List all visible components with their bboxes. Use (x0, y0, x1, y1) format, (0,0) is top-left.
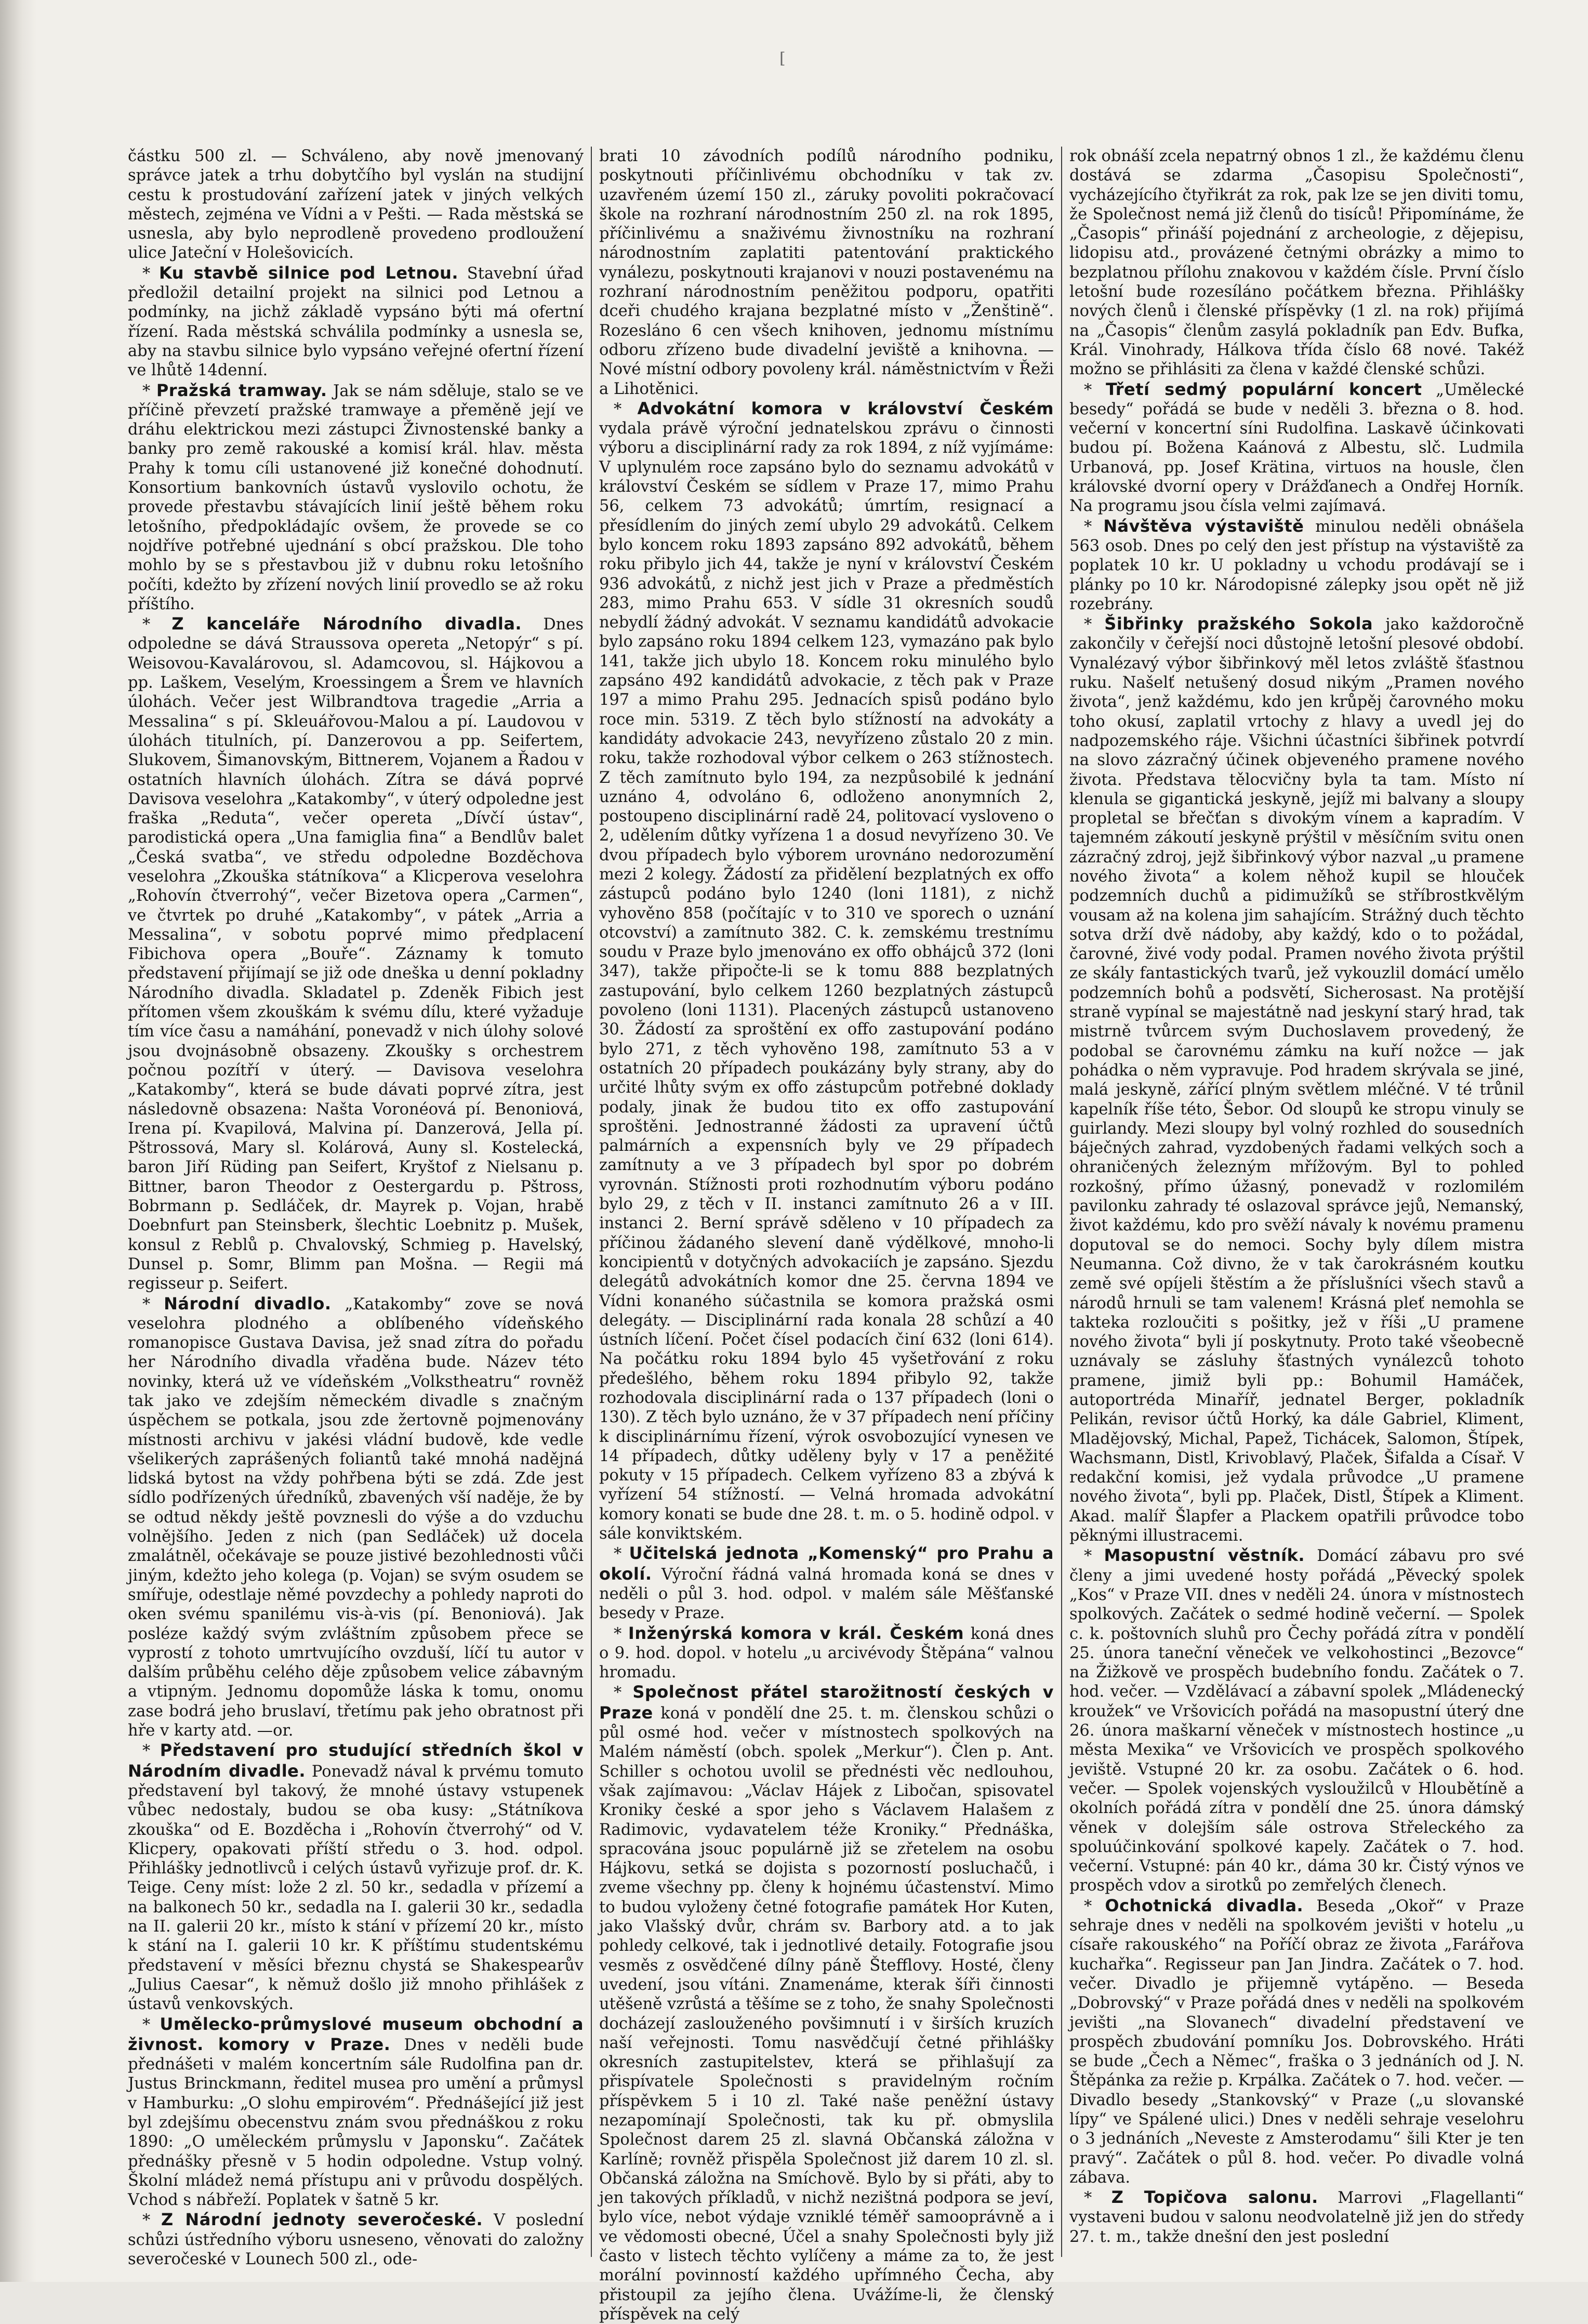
asterisk-marker: * (142, 2015, 160, 2034)
article-text: rok obnáší zcela nepatrný obnos 1 zl., že každému členu dostává se zdarma „Časopisu Společnosti“, vycházejícího čtyřikrát za rok, pak lze se jen diviti tomu, že Společnost nemá již členů do tisíců! Připomínáme, že „Časopis“ přináší pojednání z archeologie, z dějepisu, lidopisu atd., provázené četnými obrázky a mimo to bezplatnou přílohu znakovou v každém čísle. První číslo letošní bude rozesíláno počátkem března. Přihlášky nových členů i členské příspěvky (1 zl. na rok) přijímá na „Časopis“ členům zasylá pokladník pan Edv. Bufka, Král. Vinohrady, Hálkova třída číslo 68 nové. Takéž možno se přihlásiti za člena v každé členské schůzi. (1069, 147, 1524, 379)
asterisk-marker: * (1084, 615, 1105, 634)
article-text: Výroční řádná valná hromada koná se dnes v neděli o půl 3. hod. odpol. v malém sále Měšťanské besedy v Praze. (599, 1565, 1054, 1623)
asterisk-marker: * (1084, 2189, 1111, 2208)
article-paragraph (128, 614, 584, 1293)
asterisk-marker: * (142, 2211, 162, 2230)
article-text: částku 500 zl. — Schváleno, aby nově jmenovaný správce jatek a trhu dobytčího byl vyslán na studijní cestu k prostudování zařízení jatek v jiných velkých městech, zejména ve Vídni a v Pešti. — Rada městská se usnesla, aby bylo neprodleně provedeno prodloužení ulice Jateční v Holešovicích. (128, 147, 584, 262)
asterisk-marker: * (142, 382, 156, 400)
article-heading: Společnost přátel starožitností českých v Praze (599, 1682, 1054, 1723)
article-paragraph (1069, 2187, 1524, 2247)
article-heading: Z kanceláře Národního divadla. (171, 614, 522, 634)
article-heading: Z Topičova salonu. (1111, 2187, 1318, 2208)
article-paragraph (128, 147, 584, 263)
article-paragraph (1069, 1896, 1524, 2187)
article-text: Dnes v neděli bude přednášeti v malém koncertním sále Rudolfina pan dr. Justus Brinckmann, ředitel musea pro umění a průmysl v Hamburku: „O slohu empirovém“. Přednášející již jest byl zdejšímu obecenstvu znám svou přednáškou z roku 1890: „O uměleckém průmyslu v Japonsku“. Začátek přednášky přesně v 5 hodin odpoledne. Vstup volný. Školní mládež nemá přístupu ani v průvodu dospělých. Vchod s nábřeží. Poplatek v šatně 5 kr. (128, 2036, 584, 2210)
article-paragraph (1069, 516, 1524, 614)
article-paragraph (128, 1740, 584, 2014)
article-text: Dnes odpoledne se dává Straussova opereta „Netopýr“ s pí. Weisovou-Kavalárovou, sl. Adamcovou, sl. Hájkovou a pp. Laškem, Veselým, Kroessingem a Šrem ve hlavních úlohách. Večer jest Wilbrandtova tragedie „Arria a Messalina“ s pí. Skleuářovou-Malou a pí. Laudovou v úlohách titulních, pí. Danzerovou a pp. Seifertem, Slukovem, Šimanovským, Bittnerem, Vojanem a Řadou v ostatních hlavních úlohách. Zítra se dává poprvé Davisova veselohra „Katakomby“, v úterý odpoledne jest fraška „Reduta“, večer opereta „Dívčí ústav“, parodistická opera „Una famiglia fina“ a Bendlův balet „Česká svatba“, ve středu odpoledne Bozděchova veselohra „Zkouška státníkova“ a Klicperova veselohra „Rohovín čtverrohý“, večer Bizetova opera „Carmen“, ve čtvrtek po druhé „Katakomby“, v pátek „Arria a Messalina“, v sobotu poprvé mimo předplacení Fibichova opera „Bouře“. Záznamy k tomuto představení přijímají se již ode dneška u denní pokladny Národního divadla. Skladatel p. Zdeněk Fibich jest přítomen všem zkouškám k svému dílu, které vyžaduje tím více času a namáhání, ponevadž v nich úlohy solové jsou dvojnásobně obsazeny. Zkoušky s orchestrem počnou pozítří v úterý. — Davisova veselohra „Katakomby“, která se bude dávati poprvé zítra, jest následovně obsazena: Našta Voronéová pí. Benoniová, Irena pí. Kvapilová, Malvina pí. Danzerová, Jella pí. Pštrossová, Mary sl. Kolárová, Auny sl. Kostelecká, baron Jiří Rüding pan Seifert, Kryštof z Nielsanu p. Bittner, baron Theodor z Oestergardu p. Pštross, Bobrmann p. Sedláček, dr. Mayrek p. Vojan, hrabě Doebnfurt pan Steinsberk, šlechtic Loebnitz p. Mušek, konsul z Reblů p. Chvalovský, Schmieg p. Havelský, Dunsel p. Somr, Blimm pan Mošna. — Regii má regisseur p. Seifert. (128, 615, 584, 1293)
article-text: Jak se nám sděluje, stalo se ve příčině převzetí pražské tramwaye a přeměně její ve dráhu elektrickou mezi zástupci Živnostenské banky a banky pro země rakouské a komisí král. hlav. města Prahy k tomu cíli ustanovené již konečné dohodnutí. Konsortium bankovních ústavů vyslovilo ochotu, že provede přestavbu stávajících linií ještě během roku letošního, předpokládajíc ovšem, že provede se co nojdříve potřebné ujednání s obcí pražskou. Dle toho mohlo by se s přestavbou již v dubnu roku letošního počíti, kdežto by zřízení nových linií provedlo se až roku příštího. (128, 382, 584, 613)
article-text: Domácí zábavu pro své členy a jimi uvedené hosty pořádá „Pěvecký spolek „Kos“ v Praze VII. dnes v neděli 24. února v místnostech spolkových. Začátek o sedmé hodině večerní. — Spolek c. k. poštovních sluhů pro Čechy pořádá zítra v pondělí 25. února taneční věneček ve velkohostinci „Bezovce“ na Žižkově ve prospěch budebního fondu. Začátek o 7. hod. večer. — Vzdělávací a zábavní spolek „Mládenecký kroužek“ ve Vršovicích pořádá na masopustní úterý dne 26. února maškarní věneček v místnostech hostince „u města Mexika“ ve Vršovicích ve prospěch spolkového jeviště. Vstupné 20 kr. za osobu. Začátek o 6. hod. večer. — Spolek vojenských vysloužilců v Hloubětíně a okolních pořádá zítra v pondělí dne 25. února dámský věnek v dolejším sále ostrova Střeleckého za spoluúčinkování spolkové kapely. Začátek o 7. hod. večerní. Vstupné: pán 40 kr., dáma 30 kr. Čistý výnos ve prospěch vdov a sirotků po zemřelých členech. (1069, 1547, 1524, 1895)
article-heading: Šibřinky pražského Sokola (1104, 614, 1373, 634)
article-paragraph (599, 147, 1054, 399)
article-heading: Ku stavbě silnice pod Letnou. (159, 262, 459, 283)
article-text: vydala právě výroční jednatelskou zprávu o činnosti výboru a disciplinární rady za rok 1894, z níž vyjímáme: V uplynulém roce zapsáno bylo do seznamu advokátů v království Českém se sídlem v Praze 17, mimo Prahu 56, celkem 73 advokátů; úmrtím, resignací a přesídlením do jiných zemí ubylo 29 advokátů. Celkem bylo koncem roku 1893 zapsáno 892 advokátů, během roku přibylo jich 44, takže je nyní v království Českém 936 advokátů, z nichž jest jich v Praze a předměstích 283, mimo Prahu 653. V sídle 31 okresních soudů nebydlí žádný advokát. V seznamu kandidátů advokacie bylo zapsáno roku 1894 celkem 123, vymazáno pak bylo 141, takže jich ubylo 18. Koncem roku minulého bylo zapsáno 492 kandidátů advokacie, z těch pak v Praze 197 a mimo Prahu 295. Jednacích spisů podáno bylo roce min. 5319. Z těch bylo stížností na advokáty a kandidáty advokacie 243, nevyřízeno zůstalo 20 z min. roku, takže rozhodoval výbor celkem o 263 stížnostech. Z těch zamítnuto bylo 194, za nezpůsobilé k jednání uznáno 4, odvoláno 6, odloženo anonymních 2, postoupeno disciplinární radě 24, politovací vysloveno o 2, udělením důtky vyřízena 1 a dosud nevyřízeno 30. Ve dvou případech bylo výborem urovnáno nedorozumění mezi 2 kolegy. Žádostí za přidělení bezplatných ex offo zástupců podáno bylo 1240 (loni 1181), z nichž vyhověno 858 (počítajíc v to 310 ve sporech o uznání otcovství) a zamítnuto 382. C. k. zemskému trestnímu soudu v Praze bylo jmenováno ex offo obhájců 372 (loni 347), takže připočte-li se k tomu 888 bezplatných zastupování, bylo celkem 1260 bezplatných zástupců povoleno (loni 1131). Placených zástupců ustanoveno 30. Žádostí za sproštění ex offo zastupování podáno bylo 271, z těch vyhověno 198, zamítnuto 53 a v ostatních 20 případech poukázány byly strany, aby do určité lhůty svým ex offo zástupcům potřebné doklady podaly, jinak že budou tito ex offo zastupování sproštěni. Jednostranné žádosti za upravení účtů palmárních a expensních byly ve 29 případech zamítnuty a ve 3 případech byl spor po dobrém vyrovnán. Stížnosti proti rozhodnutím výboru podáno bylo 29, z těch v II. instanci zamítnuto 26 a v III. instanci 2. Berní správě sděleno v 10 případech za příčinou žádaného slevení daně výdělkové, mnoho-li koncipientů v dotyčných advokaciích je zapsáno. Sjezdu delegátů advokátních komor dne 25. června 1894 ve Vídni konaného súčastnila se komora pražská osmi delegáty. — Disciplinární rada konala 28 schůzí a 40 ústních líčení. Počet čísel podacích činí 632 (loni 614). Na počátku roku 1894 bylo 45 vyšetřování z roku předešlého, během roku 1894 přibylo 92, takže rozhodovala disciplinární rada o 137 případech (loni o 130). Z těch bylo uznáno, že v 37 případech není příčiny k disciplinárnímu řízení, výrok osvobozující vynesen ve 14 případech, důtky uděleny byly v 17 a peněžité pokuty v 15 případech. Celkem vyřízeno 83 a zbývá k vyřízení 54 stížností. — Velná hromada advokátní komory konati se bude dne 28. t. m. o 5. hodině odpol. v sále konviktském. (599, 419, 1054, 1543)
article-paragraph (599, 1682, 1054, 2324)
column-3 (1061, 147, 1531, 2257)
article-paragraph (128, 2210, 584, 2269)
article-text: „Umělecké besedy“ pořádá se bude v neděli 3. března o 8. hod. večerní v koncertní síni Rudolfina. Laskavě účinkovati budou pí. Božena Kaánová z Albestu, slč. Ludmila Urbanová, pp. Josef Krätina, virtuos na housle, člen královské dvorní opery v Drážďanech a Ondřej Horník. Na programu jsou čísla velmi zajímavá. (1069, 380, 1525, 516)
asterisk-marker: * (142, 615, 172, 634)
asterisk-marker: * (614, 1545, 629, 1564)
asterisk-marker: * (1084, 1547, 1104, 1566)
column-2 (591, 147, 1061, 2323)
article-heading: Třetí sedmý populární koncert (1105, 379, 1422, 399)
article-paragraph (1069, 1545, 1524, 1895)
page-edge-shadow (0, 0, 36, 2282)
article-text: minulou neděli obnášela 563 osob. Dnes po celý den jest přístup na výstaviště za poplatek 10 kr. U pokladny u vchodu prodávají se i plánky po 10 kr. Národopisné zálepky jsou opět ně již rozebrány. (1069, 517, 1525, 613)
asterisk-marker: * (1084, 1897, 1105, 1915)
article-heading: Učitelská jednota „Komenský“ pro Prahu a okolí. (599, 1543, 1054, 1584)
article-text: V poslední schůzi ústředního výboru usneseno, věnovati do založny severočeské v Lounech 500 zl., ode- (128, 2211, 584, 2269)
asterisk-marker: * (614, 1684, 633, 1702)
article-heading: Návštěva výstaviště (1103, 516, 1304, 536)
article-paragraph (128, 263, 584, 380)
article-heading: Národní divadlo. (164, 1293, 332, 1314)
article-heading: Advokátní komora v království Českém (637, 398, 1054, 418)
column-1 (121, 147, 591, 2269)
asterisk-marker: * (142, 1742, 160, 1761)
article-text: Stavební úřad předložil detailní projekt na silnici pod Letnou a podmínky, na jichž základě vypsáno býti má ofertní řízení. Rada městská schválila podmínky a usnesla se, aby na stavbu silnice bylo vypsáno veřejné ofertní řízení ve lhůtě 14denní. (128, 264, 584, 380)
asterisk-marker: * (1084, 517, 1104, 536)
article-paragraph (1069, 614, 1524, 1545)
article-text: koná dnes o 9. hod. dopol. v hotelu „u arcivévody Štěpána“ valnou hromadu. (599, 1624, 1054, 1682)
asterisk-marker: * (1084, 380, 1106, 399)
article-paragraph (1069, 379, 1524, 516)
article-text: brati 10 závodních podílů národního podniku, poskytnouti příčinlivému obchodníku v tak zv. uzavřeném území 150 zl., záruky povoliti pokračovací škole na rozhraní národnostním 250 zl. na rok 1895, příčinlivému a snaživému živnostníku na rozhraní národnostním zaplatiti patentování praktického vynálezu, poskytnouti krajanovi v nouzi postavenému na rozhraní národnostním peněžitou podporu, opatřiti dceři chudého krajana bezplatné místo v „Ženštině“. Rozesláno 6 cen všech knihoven, jednomu místnímu odboru zřízeno bude divadelní jeviště a knihovna. — Nové místní odbory povoleny král. náměstnictvím v Řeži a Lihotěnici. (599, 147, 1054, 398)
asterisk-marker: * (614, 400, 638, 418)
article-paragraph (599, 399, 1054, 1544)
article-heading: Představení pro studující středních škol v Národním divadle. (128, 1740, 584, 1781)
top-mark: [ (779, 49, 786, 68)
article-paragraph (128, 2014, 584, 2210)
article-paragraph (1069, 147, 1524, 379)
article-paragraph (599, 1623, 1054, 1683)
article-heading: Z Národní jednoty severočeské. (161, 2210, 483, 2230)
article-columns (121, 147, 1550, 2323)
article-heading: Masopustní věstník. (1104, 1545, 1305, 1566)
article-heading: Pražská tramway. (156, 380, 327, 400)
article-text: Marrovi „Flagellanti“ vystaveni budou v salonu neodvolatelně již jen do středy 27. t. m., takže dnešní den jest poslední (1069, 2189, 1524, 2246)
article-heading: Ochotnická divadla. (1105, 1895, 1304, 1915)
article-heading: Inženýrská komora v král. Českém (628, 1623, 964, 1643)
article-text: Beseda „Okoř“ v Praze sehraje dnes v neděli na spolkovém jevišti v hotelu „u císaře rakouského“ na Poříčí obraz ze života „Farářova kuchařka“. Regisseur pan Jan Jindra. Začátek o 7. hod. večer. Divadlo je přijemně vytápěno. — Beseda „Dobrovský“ v Praze pořádá dnes v neděli na spolkovém jevišti „na Slovanech“ divadelní představení ve prospěch zbudování pomníku Jos. Dobrovského. Hráti se bude „Čech a Němec“, fraška o 3 jednáních od J. N. Štěpánka za režie p. Krpálka. Začátek o 7. hod. večer. — Divadlo besedy „Stankovský“ v Praze („u slovanské lípy“ ve Spálené ulici.) Dnes v neděli sehraje veselohru o 3 jednáních „Neveste z Amsterodamu“ šili Kter je ten pravý“. Začátek o půl 8. hod. večer. Po divadle volná zábava. (1069, 1897, 1525, 2187)
article-paragraph (128, 380, 584, 614)
article-text: „Katakomby“ zove se nová veselohra plodného a oblíbeného vídeňského romanopisce Gustava Davisa, jež snad zítra do pořadu her Národního divadla vřaděna bude. Název této novinky, která už ve vídeňském „Volkstheatru“ rovněž tak jako ve zdejším německém divadle s značným úspěchem se potkala, jsou zde žertovně pojmenovány místnosti archivu v jakési vládní budově, kde vedle všelikerých zaprášených foliantů také mnohá nadějná lidská bytost na vždy pohřbena býti se zdá. Zde jest sídlo podřízených úředníků, zbavených vší naděje, že by se odtud někdy ještě povznesli do výše a do vzduchu volnějšího. Jeden z nich (pan Sedláček) už docela zmalátněl, očekávaje se pouze jistivé bezohlednosti vůči jiným, kdežto jeho kolega (p. Vojan) se svým osudem se smířuje, odestlaje němé povzdechy a pohledy naproti do oken svému spanilému vis-à-vis (pí. Benoniová). Jak posléze každý svým zvláštním způsobem přece se vyprostí z tohoto umrtvujícího ovzduší, líčí tu autor v dalším průběhu celého děje způsobem velice zábavným a vtipným. Jednomu dopomůže láska k tomu, onomu zase bodrá jeho bruslaví, třetímu pak jeho obratnost při hře v karty atd. —or. (128, 1295, 584, 1740)
article-paragraph (599, 1543, 1054, 1623)
article-text: koná v pondělí dne 25. t. m. členskou schůzi o půl osmé hod. večer v místnostech spolkových na Malém náměstí (obch. spolek „Merkur“). Člen p. Ant. Schiller s ochotou uvolil se přednésti věc nedlouhou, však zajímavou: „Václav Hájek z Libočan, spisovatel Kroniky české a spor jeho s Václavem Halašem z Radimovic, vydavatelem téže Kroniky.“ Přednáška, spracována jsouc populárně již se zřetelem na osobu Hájkovu, setká se dojista s pozorností posluchačů, i zveme všechny pp. členy k hojnému účastenství. Mimo to budou vyloženy četné fotografie památek Hor Kuten, jako Vlašský dvůr, chrám sv. Barbory atd. a to jak pohledy celkové, tak i jednotlivé detaily. Fotografie jsou vesměs z osvědčené dílny páně Štefflovy. Hosté, členy uvedení, jsou vítáni. Znamenáme, kterak šíři činnosti utěšeně vzrůstá a těšíme se z toho, že snahy Společnosti docházejí zaslouženého povšimnutí i v širších kruzích naší veřejnosti. Tomu nasvědčují četné přihlášky okresních zastupitelstev, která se přihlašují za přispívatele Společnosti s pravidelným ročním příspěvkem 5 i 10 zl. Také naše peněžní ústavy nezapomínají Společnosti, tak ku př. obmyslila Společnost darem 25 zl. slavná Občanská záložna v Karlíně; rovněž přispěla Společnost již darem 10 zl. sl. Občanská záložna na Smíchově. Bylo by si přáti, aby to jen takových příkladů, v nichž nezištná podpora se jeví, bylo více, nebot výdaje vzniklé téměř samooprávně a i ve vědomosti obecné, Účel a snahy Společnosti byly již často v listech těchto vylíčeny a máme za to, že jest morální povinností každého upřímného Čecha, aby přistoupil za jejího člena. Uvážíme-li, že členský příspěvek na celý (599, 1704, 1054, 2323)
article-paragraph (128, 1294, 584, 1741)
asterisk-marker: * (614, 1624, 628, 1643)
asterisk-marker: * (142, 264, 160, 283)
article-text: jako každoročně zakončily v čeřejší noci důstojně letošní plesové období. Vynalézavý výbor šibřinkový měl letos zvláště šťastnou ruku. Našelť netušený dosud nikým „Pramen nového života“, jenž každému, kdo jen krůpěj čarovného moku toho okusí, zaplatil vrtochy z hlavy a uvedl jej do nadpozemského ráje. Všichni účastníci šibřinek potvrdí na slovo zázračný účinek objeveného pramene nového života. Představa tělocvičny byla ta tam. Místo ní klenula se gigantická jeskyně, jejíž mi balvany a sloupy propletal se břečťan s divokým vínem a kapradím. V tajemném zákoutí jeskyně prýštil v měsíčním svitu onen zázračný zdroj, jejž šibřinkový výbor nazval „u pramene nového života“ a kolem něhož kupil se hlouček podzemních duchů a pidimužíků se stříbrostkvělým vousam až na kolena jim sahajícím. Strážný duch těchto sotva drží dvě nádoby, aby každý, kdo o to požádal, čarovné, živé vody podal. Pramen nového života prýštil ze skály fantastických tvarů, jež vykouzlil domácí umělo podzemních bohů a podsvětí, Sicherosast. Na protější straně vypínal se majestátně nad jeskyní starý hrad, tak mistrně tvůrcem svým Duchoslavem provedený, že podobal se čarovnému zámku na kuří nožce — jak pohádka o něm vypravuje. Pod hradem skrývala se jiné, malá jeskyně, zářící plným světlem mléčné. V té trůnil kapelník říše této, Šebor. Od sloupů ke stropu vinuly se guirlandy. Mezi sloupy byl volný rozhled do sousedních báječných zahrad, vyzdobených řadami velkých soch a ohraničených železným mřížovým. Byl to pohled rozkošný, přímo úžasný, ponevadž v rozlomilém pavilonku zahrady té oslazoval správce jejů, Nemanský, život každému, kdo pro svěží návaly k novému pramenu doputoval se do nemoci. Sochy byly dílem mistra Neumanna. Což divno, že v tak čarokrásném koutku země své opíjeli štěstím a že příslušníci všech stavů a národů hrnuli se tam valenem! Krásná pleť nemohla se takteka rozloučiti s pošitky, jež v říši „U pramene nového života“ byli jí poskytnuty. Proto také všeobecně uznávaly se zásluhy šťastných vynálezců tohoto pramene, jimiž byli pp.: Bohumil Hamáček, autoportréda Minaříř, jednatel Berger, pokladník Pelikán, revisor účtů Horký, ka dále Gabriel, Kliment, Mladějovský, Michal, Papež, Tichácek, Salomon, Štípek, Wachsmann, Distl, Krivoblavý, Plaček, Šifalda a Císař. V redakční komisi, jež vydala průvodce „U pramene nového života“, byli pp. Plaček, Distl, Štípek a Kliment. Akad. malíř Šlapfer a Plackem opatřili průvodce tobo pěknými illustracemi. (1069, 615, 1524, 1545)
asterisk-marker: * (142, 1295, 164, 1314)
article-heading: Umělecko-průmyslové museum obchodní a živnost. komory v Praze. (128, 2014, 584, 2054)
article-text: Ponevadž nával k prvému tomuto představení byl takový, že mnohé ústavy vstupenek vůbec nedostaly, budou se oba kusy: „Státníkova zkouška“ od E. Bozděcha i „Rohovín čtverrohý“ od V. Klicpery, opakovati příští středu o 3. hod. odpol. Přihlášky jednotlivců i celých ústavů vyřizuje prof. dr. K. Teige. Ceny míst: lože 2 zl. 50 kr., sedadla v přízemí a na balkonech 50 kr., sedadla na I. galerii 30 kr., sedadla na II. galerii 20 kr., místo k stání v přízemí 20 kr., místo k stání na I. galerii 10 kr. K příštímu studentskému představení v měsíci březnu chystá se Shakespearův „Julius Caesar“, k němuž došlo již mnoho přihlášek z ústavů venkovských. (128, 1762, 584, 2014)
